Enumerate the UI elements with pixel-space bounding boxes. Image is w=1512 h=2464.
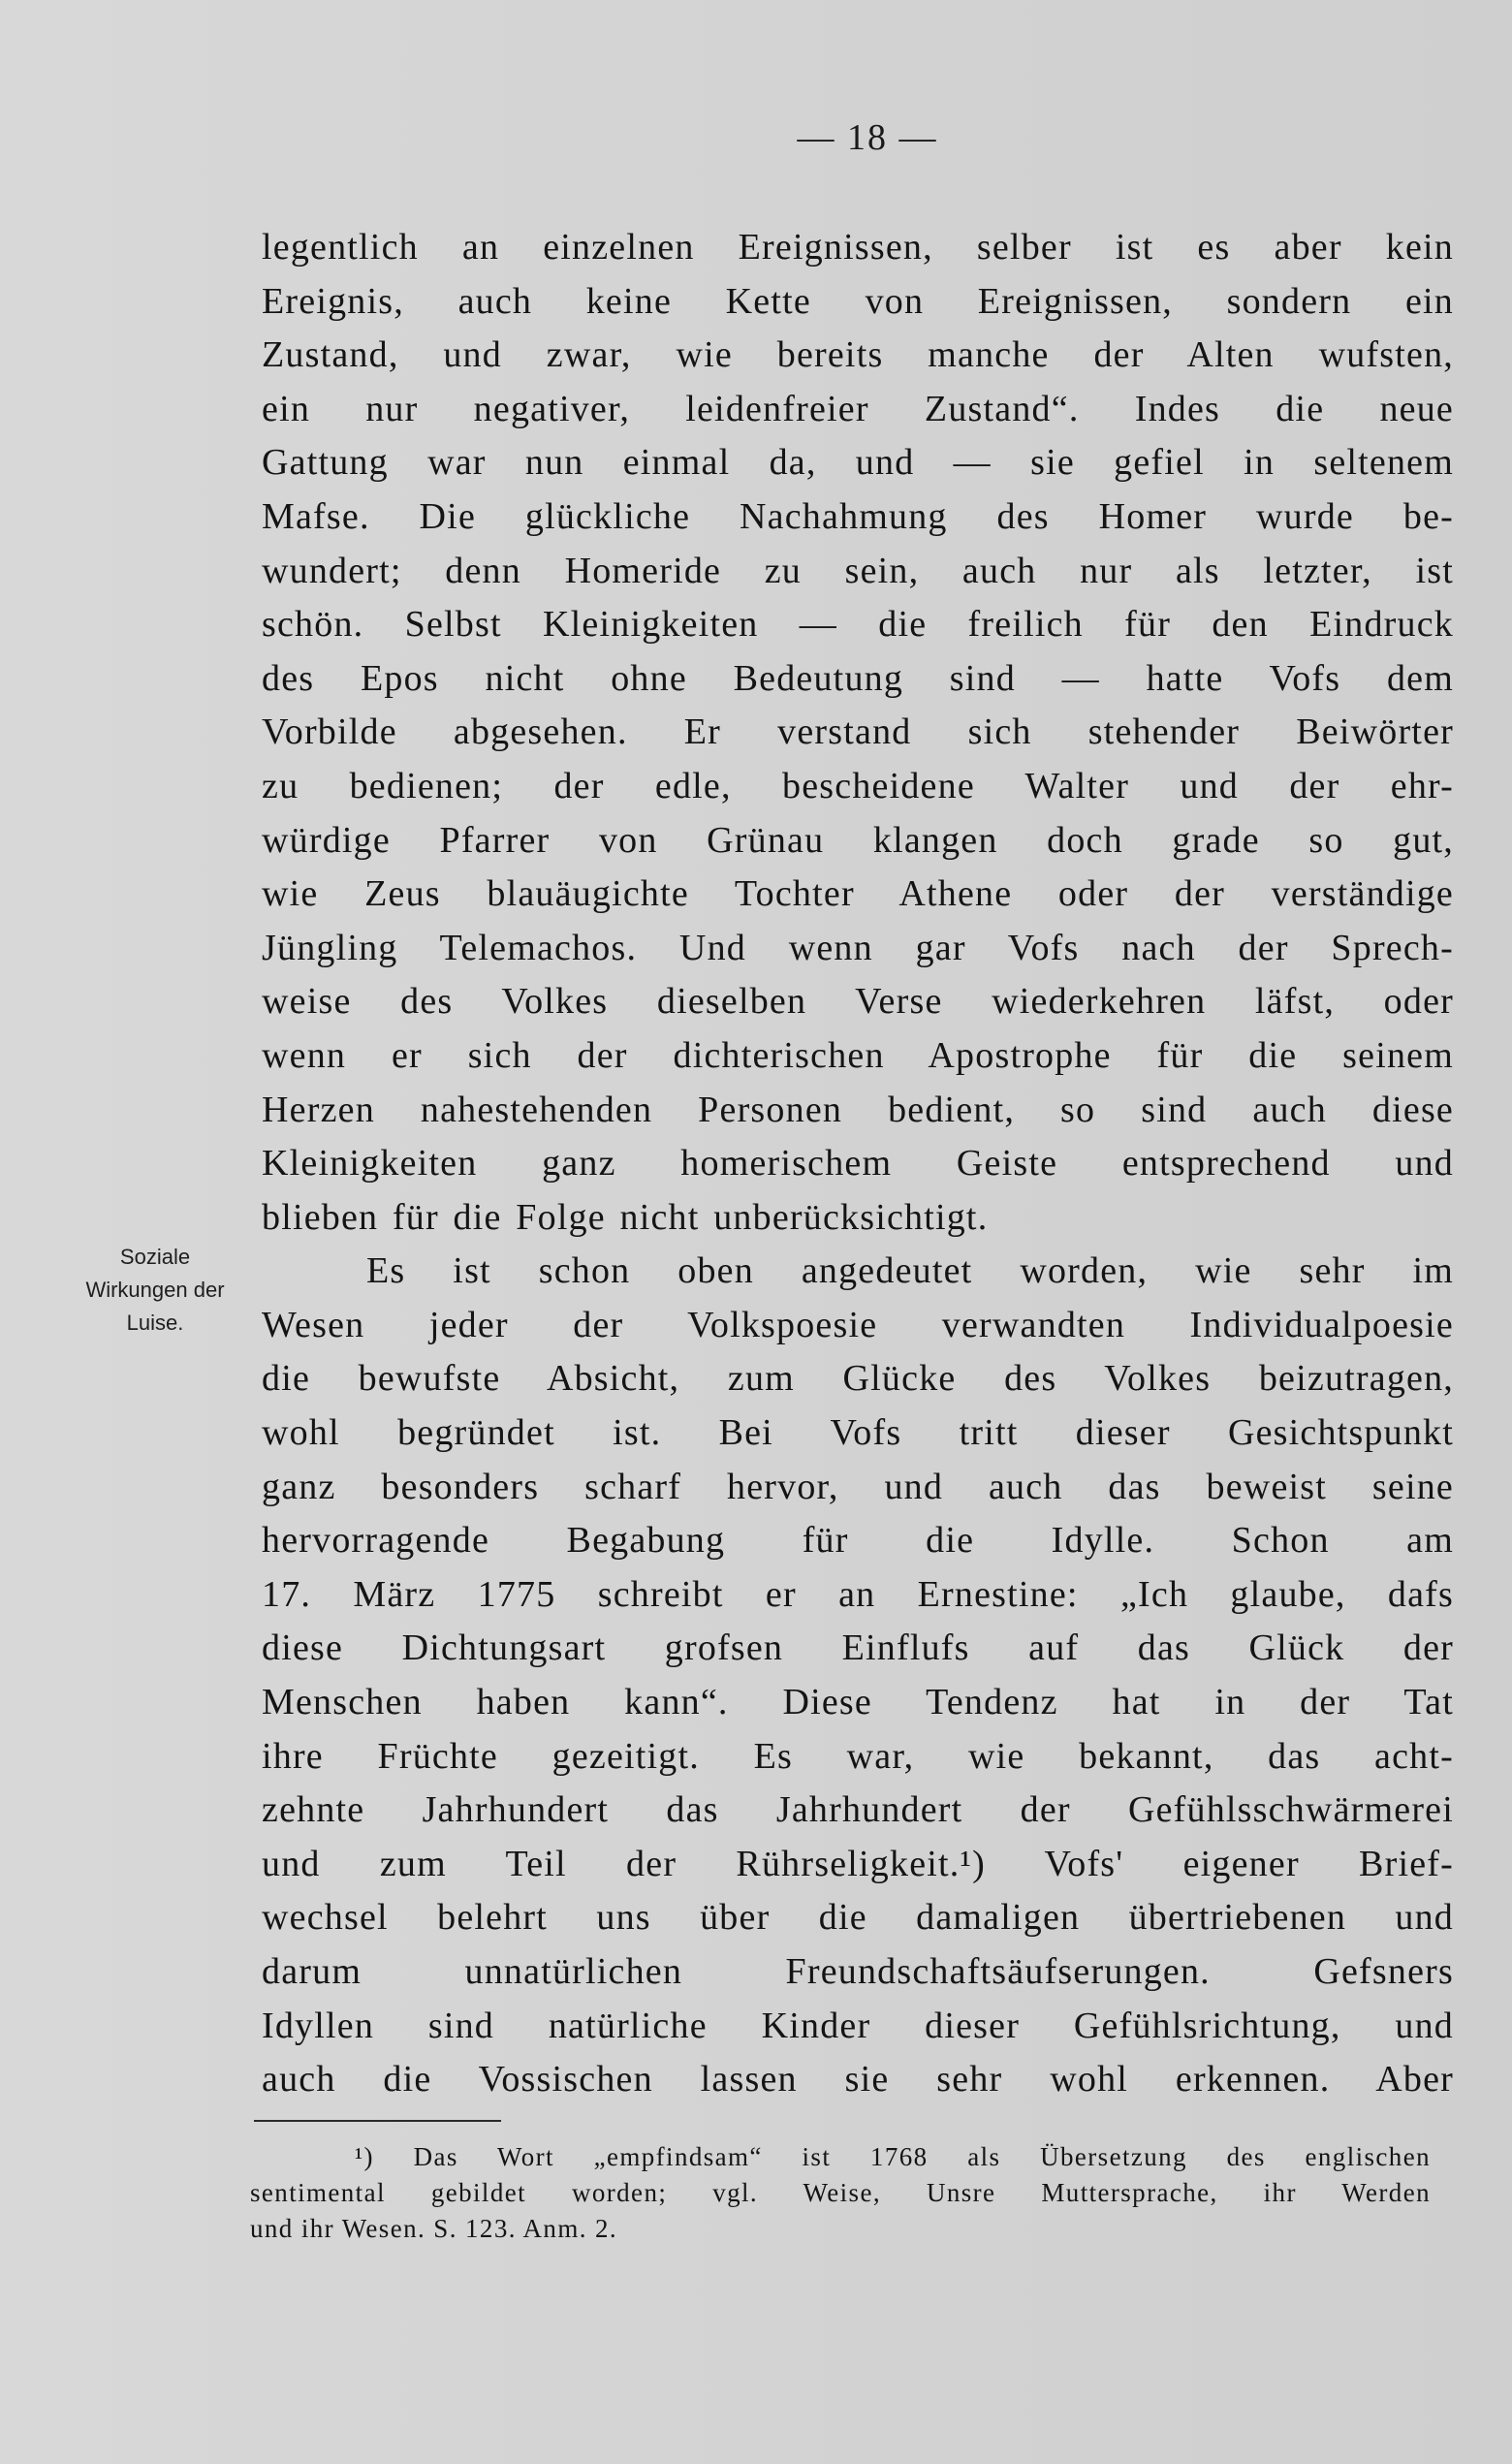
text-line: Kleinigkeiten ganz homerischem Geiste entsprechend und — [262, 1143, 1454, 1185]
footnotes — [250, 2139, 1431, 2247]
text-line: Zustand, und zwar, wie bereits manche der Alten wufsten, — [262, 334, 1454, 376]
text-line: die bewufste Absicht, zum Glücke des Volkes beizutragen, — [262, 1358, 1454, 1400]
text-line: Wesen jeder der Volkspoesie verwandten Individualpoesie — [262, 1304, 1454, 1345]
text-line: ihre Früchte gezeitigt. Es war, wie bekannt, das acht- — [262, 1735, 1454, 1777]
footnote-divider — [254, 2120, 501, 2122]
text-line: Herzen nahestehenden Personen bedient, so sind auch diese — [262, 1089, 1454, 1130]
text-line: hervorragende Begabung für die Idylle. Schon am — [262, 1520, 1454, 1562]
footnote-line: und ihr Wesen. S. 123. Anm. 2. — [250, 2214, 618, 2243]
text-line: darum unnatürlichen Freundschaftsäufserungen. Gefsners — [262, 1951, 1454, 1992]
text-line: zu bedienen; der edle, bescheidene Walter und der ehr- — [262, 765, 1454, 806]
margin-note-line: Luise. — [126, 1311, 184, 1335]
text-line: schön. Selbst Kleinigkeiten — die freilich für den Eindruck — [262, 604, 1454, 646]
text-line: wechsel belehrt uns über die damaligen übertriebenen und — [262, 1897, 1454, 1939]
margin-note — [48, 1241, 262, 1340]
text-line: ganz besonders scharf hervor, und auch das beweist seine — [262, 1466, 1454, 1507]
text-line: Vorbilde abgesehen. Er verstand sich stehender Beiwörter — [262, 711, 1454, 753]
text-line: auch die Vossischen lassen sie sehr wohl erkennen. Aber — [262, 2059, 1454, 2101]
text-line: Mafse. Die glückliche Nachahmung des Homer wurde be- — [262, 495, 1454, 537]
text-line: ein nur negativer, leidenfreier Zustand“. Indes die neue — [262, 388, 1454, 429]
text-line: legentlich an einzelnen Ereignissen, selber ist es aber kein — [262, 227, 1454, 268]
text-line: weise des Volkes dieselben Verse wiederkehren läfst, oder — [262, 981, 1454, 1023]
margin-note-line: Soziale — [119, 1245, 191, 1269]
body-text — [262, 221, 1454, 2107]
text-line: und zum Teil der Rührseligkeit.¹) Vofs' eigener Brief- — [262, 1843, 1454, 1884]
paragraph-start-line: Es ist schon oben angedeutet worden, wie sehr im — [366, 1250, 1454, 1292]
paragraph-end-line: blieben für die Folge nicht unberücksichtigt. — [262, 1196, 989, 1238]
margin-note-line: Wirkungen der — [85, 1278, 225, 1302]
text-line: würdige Pfarrer von Grünau klangen doch grade so gut, — [262, 819, 1454, 861]
text-line: diese Dichtungsart grofsen Einflufs auf das Glück der — [262, 1627, 1454, 1669]
text-line: wie Zeus blauäugichte Tochter Athene oder der verständige — [262, 873, 1454, 915]
text-line: wenn er sich der dichterischen Apostrophe für die seinem — [262, 1034, 1454, 1076]
page-number: — 18 — — [797, 117, 938, 158]
text-line: Idyllen sind natürliche Kinder dieser Gefühlsrichtung, und — [262, 2005, 1454, 2046]
text-line: zehnte Jahrhundert das Jahrhundert der Gefühlsschwärmerei — [262, 1789, 1454, 1831]
text-line: wohl begründet ist. Bei Vofs tritt dieser Gesichtspunkt — [262, 1412, 1454, 1454]
footnote-line: sentimental gebildet worden; vgl. Weise, Unsre Muttersprache, ihr Werden — [250, 2178, 1431, 2207]
text-line: des Epos nicht ohne Bedeutung sind — hatte Vofs dem — [262, 657, 1454, 699]
text-line: wundert; denn Homeride zu sein, auch nur als letzter, ist — [262, 550, 1454, 591]
text-line: Ereignis, auch keine Kette von Ereignissen, sondern ein — [262, 280, 1454, 322]
text-line: Gattung war nun einmal da, und — sie gefiel in seltenem — [262, 442, 1454, 484]
text-line: Menschen haben kann“. Diese Tendenz hat in der Tat — [262, 1682, 1454, 1723]
text-line: 17. März 1775 schreibt er an Ernestine: „Ich glaube, dafs — [262, 1573, 1454, 1615]
footnote-line: ¹) Das Wort „empfindsam“ ist 1768 als Übersetzung des englischen — [355, 2142, 1431, 2171]
text-line: Jüngling Telemachos. Und wenn gar Vofs nach der Sprech- — [262, 927, 1454, 968]
